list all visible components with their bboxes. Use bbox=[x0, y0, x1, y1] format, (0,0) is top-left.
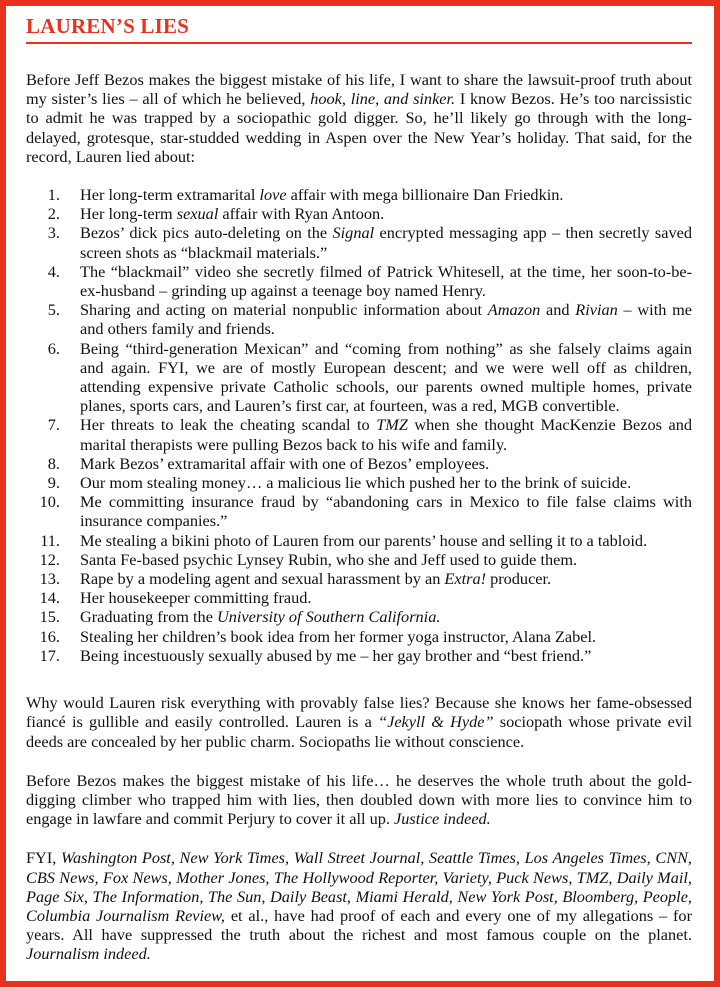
list-item-number: 13. bbox=[39, 569, 60, 589]
italic-text-run: Justice indeed. bbox=[394, 809, 491, 829]
lie-list-item bbox=[26, 646, 692, 665]
lie-list-item bbox=[26, 415, 692, 453]
list-item-number: 1. bbox=[47, 185, 60, 205]
text-run: Sharing and acting on material nonpublic information about bbox=[80, 300, 488, 320]
list-item-number: 17. bbox=[39, 645, 60, 665]
text-run: FYI, bbox=[26, 848, 61, 868]
lie-list-item bbox=[26, 339, 692, 416]
before-bezos-paragraph bbox=[26, 771, 692, 829]
list-item-text bbox=[80, 492, 692, 530]
italic-text-run: Amazon bbox=[487, 300, 541, 320]
text-run: Why would Lauren risk everything with provably false lies? Because she knows her fame-obsessed fiancé is gullible and easily controlled. Lauren is a bbox=[26, 693, 692, 732]
lie-list-item bbox=[26, 300, 692, 338]
lie-list-item bbox=[26, 550, 692, 569]
text-run: Her housekeeper committing fraud. bbox=[80, 588, 312, 608]
document-body bbox=[26, 14, 692, 964]
lie-list-item bbox=[26, 204, 692, 223]
list-item-number: 12. bbox=[39, 549, 60, 569]
text-run: Bezos’ dick pics auto-deleting on the bbox=[80, 223, 333, 243]
text-run: Santa Fe-based psychic Lynsey Rubin, who she and Jeff used to guide them. bbox=[80, 549, 578, 569]
list-item-number: 6. bbox=[47, 338, 60, 358]
list-item-text bbox=[80, 588, 692, 607]
list-item-text bbox=[80, 531, 692, 550]
list-item-text bbox=[80, 627, 692, 646]
text-run: Rape by a modeling agent and sexual harassment by an bbox=[80, 569, 445, 589]
page-title: LAUREN’S LIES bbox=[26, 14, 692, 44]
lies-list bbox=[26, 185, 692, 665]
text-run: Being “third-generation Mexican” and “coming from nothing” as she falsely claims again and again. FYI, we are of mostly European descent; and we were well off as children, attending expensive private Catholic schools, our parents owned multiple homes, private planes, sports cars, and Lauren’s first car, at fourteen, was a red, MGB convertible. bbox=[80, 338, 692, 416]
text-run: Her long-term extramarital bbox=[80, 185, 260, 205]
text-run: affair with mega billionaire Dan Friedkin. bbox=[286, 185, 564, 205]
list-item-number: 7. bbox=[47, 415, 60, 435]
text-run: Stealing her children’s book idea from her former yoga instructor, Alana Zabel. bbox=[80, 626, 597, 646]
text-run: Her threats to leak the cheating scandal to bbox=[80, 415, 377, 435]
lie-list-item bbox=[26, 454, 692, 473]
list-item-number: 8. bbox=[47, 453, 60, 473]
list-item-text bbox=[80, 646, 692, 665]
italic-text-run: Washington Post, New York Times, Wall Street Journal, Seattle Times, Los Angeles Times, CNN, CBS News, Fox News, Mother Jones, The Hollywood Reporter, Variety, Puck News, TMZ, Daily Mail, Page Six, The Information, The Sun, Daily Beast, Miami Herald, New York Post, Bloomberg, People, Columbia Journalism Review, bbox=[26, 848, 692, 925]
intro-paragraph bbox=[26, 70, 692, 166]
list-item-text bbox=[80, 262, 692, 300]
list-item-number: 2. bbox=[47, 204, 60, 224]
list-item-text bbox=[80, 415, 692, 453]
text-run: Before Jeff Bezos makes the biggest mistake of his life, I want to share the lawsuit-proof truth about my sister’s lies – all of which he believed, bbox=[26, 70, 692, 109]
list-item-number: 3. bbox=[47, 223, 60, 243]
lie-list-item bbox=[26, 607, 692, 626]
list-item-text bbox=[80, 300, 692, 338]
list-item-number: 15. bbox=[39, 607, 60, 627]
text-run: Our mom stealing money… a malicious lie which pushed her to the brink of suicide. bbox=[80, 473, 632, 493]
list-item-number: 16. bbox=[39, 626, 60, 646]
text-run: Mark Bezos’ extramarital affair with one of Bezos’ employees. bbox=[80, 453, 490, 473]
list-item-text bbox=[80, 204, 692, 223]
text-run: et al., have had proof of each and every one of my allegations – for years. All have suppressed the truth about the richest and most famous couple on the planet. bbox=[26, 905, 692, 945]
text-run: Her long-term bbox=[80, 204, 177, 224]
text-run: encrypted messaging app – then secretly saved screen shots as “blackmail materials.” bbox=[80, 223, 692, 262]
italic-text-run: Signal bbox=[332, 223, 375, 243]
list-item-text bbox=[80, 223, 692, 261]
why-paragraph bbox=[26, 693, 692, 751]
lie-list-item bbox=[26, 185, 692, 204]
italic-text-run: hook, line, and sinker. bbox=[310, 89, 456, 109]
text-run: I know Bezos. He’s too narcissistic to admit he was trapped by a sociopathic gold digger. So, he’ll likely go through with the long-delayed, grotesque, star-studded wedding in Aspen over the New Year’s holiday. That said, for the record, Lauren lied about: bbox=[26, 89, 692, 166]
text-run: producer. bbox=[486, 569, 552, 589]
list-item-text bbox=[80, 339, 692, 416]
lie-list-item bbox=[26, 223, 692, 261]
list-item-number: 9. bbox=[47, 473, 60, 493]
text-run: The “blackmail” video she secretly filmed of Patrick Whitesell, at the time, her soon-to-be-ex-husband – grinding up against a teenage boy named Henry. bbox=[80, 261, 692, 301]
italic-text-run: Rivian bbox=[575, 300, 618, 320]
list-item-text bbox=[80, 569, 692, 588]
fyi-paragraph bbox=[26, 848, 692, 963]
text-run: sociopath whose private evil deeds are concealed by her public charm. Sociopaths lie without conscience. bbox=[26, 712, 693, 751]
lie-list-item bbox=[26, 627, 692, 646]
text-run: when she thought MacKenzie Bezos and marital therapists were pulling Bezos back to his wife and family. bbox=[80, 415, 693, 454]
text-run: affair with Ryan Antoon. bbox=[218, 204, 385, 224]
lie-list-item bbox=[26, 262, 692, 300]
lie-list-item bbox=[26, 569, 692, 588]
list-item-number: 4. bbox=[47, 261, 60, 281]
lie-list-item bbox=[26, 588, 692, 607]
list-item-number: 10. bbox=[39, 492, 60, 512]
list-item-text bbox=[80, 607, 692, 626]
italic-text-run: sexual bbox=[176, 204, 219, 224]
text-run: and bbox=[540, 300, 576, 320]
lie-list-item bbox=[26, 531, 692, 550]
list-item-text bbox=[80, 473, 692, 492]
lie-list-item bbox=[26, 473, 692, 492]
italic-text-run: TMZ bbox=[376, 415, 408, 435]
list-item-number: 5. bbox=[47, 300, 60, 320]
text-run: Me stealing a bikini photo of Lauren from our parents’ house and selling it to a tabloid. bbox=[80, 530, 648, 550]
italic-text-run: “Jekyll & Hyde” bbox=[378, 712, 494, 732]
text-run: Me committing insurance fraud by “abandoning cars in Mexico to file false claims with insurance companies.” bbox=[80, 492, 692, 531]
text-run: Being incestuously sexually abused by me – her gay brother and “best friend.” bbox=[80, 645, 592, 665]
italic-text-run: Journalism indeed. bbox=[26, 944, 151, 964]
italic-text-run: University of Southern California. bbox=[217, 607, 441, 627]
list-item-text bbox=[80, 185, 692, 204]
list-item-number: 14. bbox=[39, 588, 60, 608]
lie-list-item bbox=[26, 492, 692, 530]
text-run: Before Bezos makes the biggest mistake of his life… he deserves the whole truth about the gold-digging climber who trapped him with lies, then doubled down with more lies to convince him to engage in lawfare and commit Perjury to cover it all up. bbox=[26, 770, 692, 829]
italic-text-run: love bbox=[259, 185, 287, 205]
text-run: – with me and others family and friends. bbox=[80, 300, 693, 339]
list-item-text bbox=[80, 454, 692, 473]
list-item-text bbox=[80, 550, 692, 569]
list-item-number: 11. bbox=[40, 530, 60, 550]
italic-text-run: Extra! bbox=[444, 569, 487, 589]
text-run: Graduating from the bbox=[80, 607, 217, 627]
